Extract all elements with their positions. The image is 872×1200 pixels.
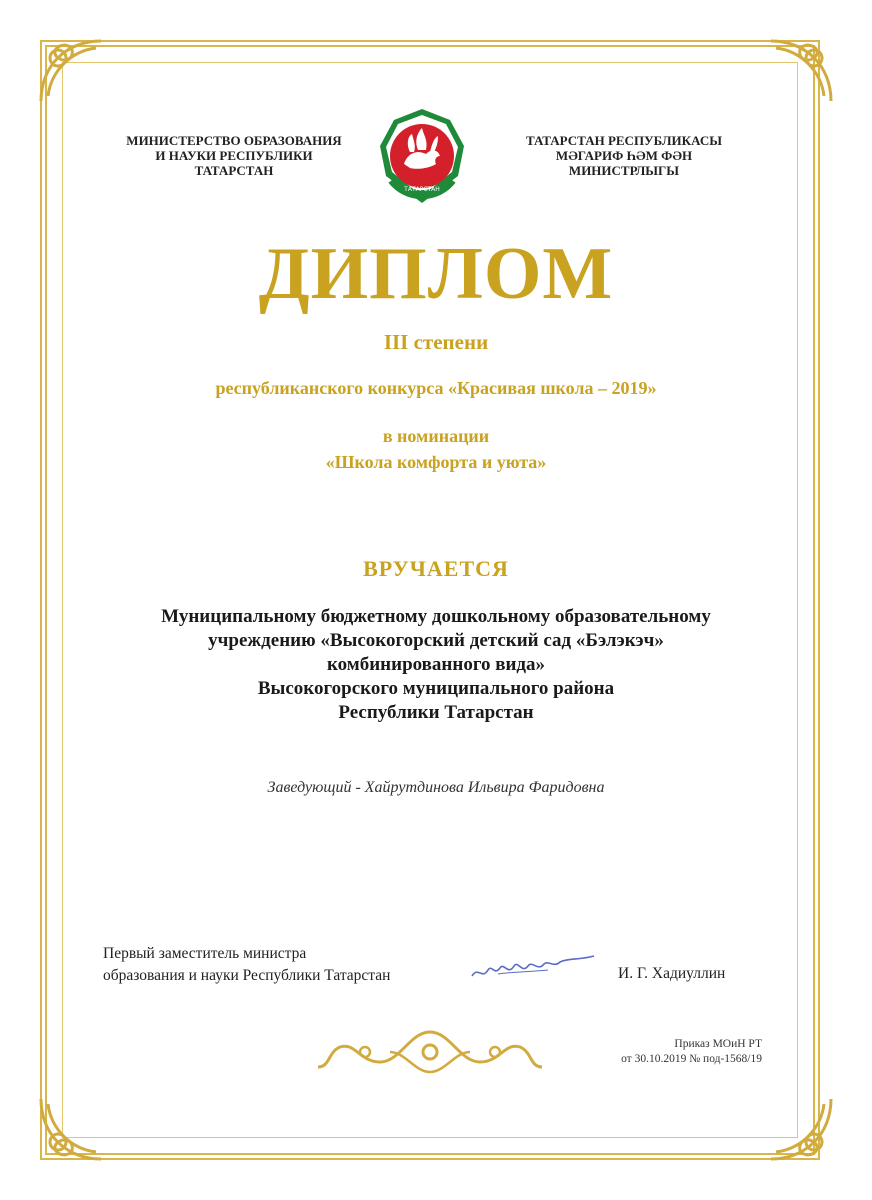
signatory-name: И. Г. Хадиуллин: [618, 965, 726, 982]
nomination-label: в номинации: [382, 426, 490, 446]
nomination-name: «Школа комфорта и уюта»: [325, 452, 547, 472]
signatory-position: Первый заместитель министра образования и науки Республики Татарстан: [103, 945, 391, 984]
degree-text: III степени: [383, 330, 489, 354]
recipient-line: учреждению «Высокогорский детский сад «Бэлэкэч»: [208, 630, 664, 651]
head-person: Заведующий - Хайрутдинова Ильвира Фаридовна: [267, 779, 605, 796]
corner-ornament-icon: [36, 36, 106, 106]
corner-ornament-icon: [766, 1094, 836, 1164]
recipient-line: Республики Татарстан: [338, 702, 534, 723]
ministry-name-ru: МИНИСТЕРСТВО ОБРАЗОВАНИЯ И НАУКИ РЕСПУБЛИКИ ТАТАРСТАН: [126, 133, 342, 178]
tatarstan-emblem-icon: [374, 106, 470, 206]
recipient-line: Муниципальному бюджетному дошкольному образовательному: [161, 606, 711, 627]
recipient-block: [80, 605, 792, 725]
handwritten-signature-icon: [468, 946, 598, 986]
awarded-heading: ВРУЧАЕТСЯ: [363, 556, 509, 581]
contest-name: республиканского конкурса «Красивая школа – 2019»: [215, 378, 657, 398]
bottom-ornament-icon: [310, 1022, 550, 1082]
corner-ornament-icon: [36, 1094, 106, 1164]
diploma-title: ДИПЛОМ: [258, 233, 614, 315]
recipient-line: комбинированного вида»: [326, 654, 546, 675]
emblem-label: ТАТАРСТАН: [404, 186, 440, 193]
corner-ornament-icon: [766, 36, 836, 106]
order-reference: Приказ МОиН РТ от 30.10.2019 № под-1568/19: [621, 1038, 762, 1065]
ministry-name-tt: ТАТАРСТАН РЕСПУБЛИКАСЫ МӘГАРИФ ҺӘМ ФӘН МИНИСТРЛЫГЫ: [526, 133, 722, 178]
recipient-line: Высокогорского муниципального района: [257, 678, 615, 699]
